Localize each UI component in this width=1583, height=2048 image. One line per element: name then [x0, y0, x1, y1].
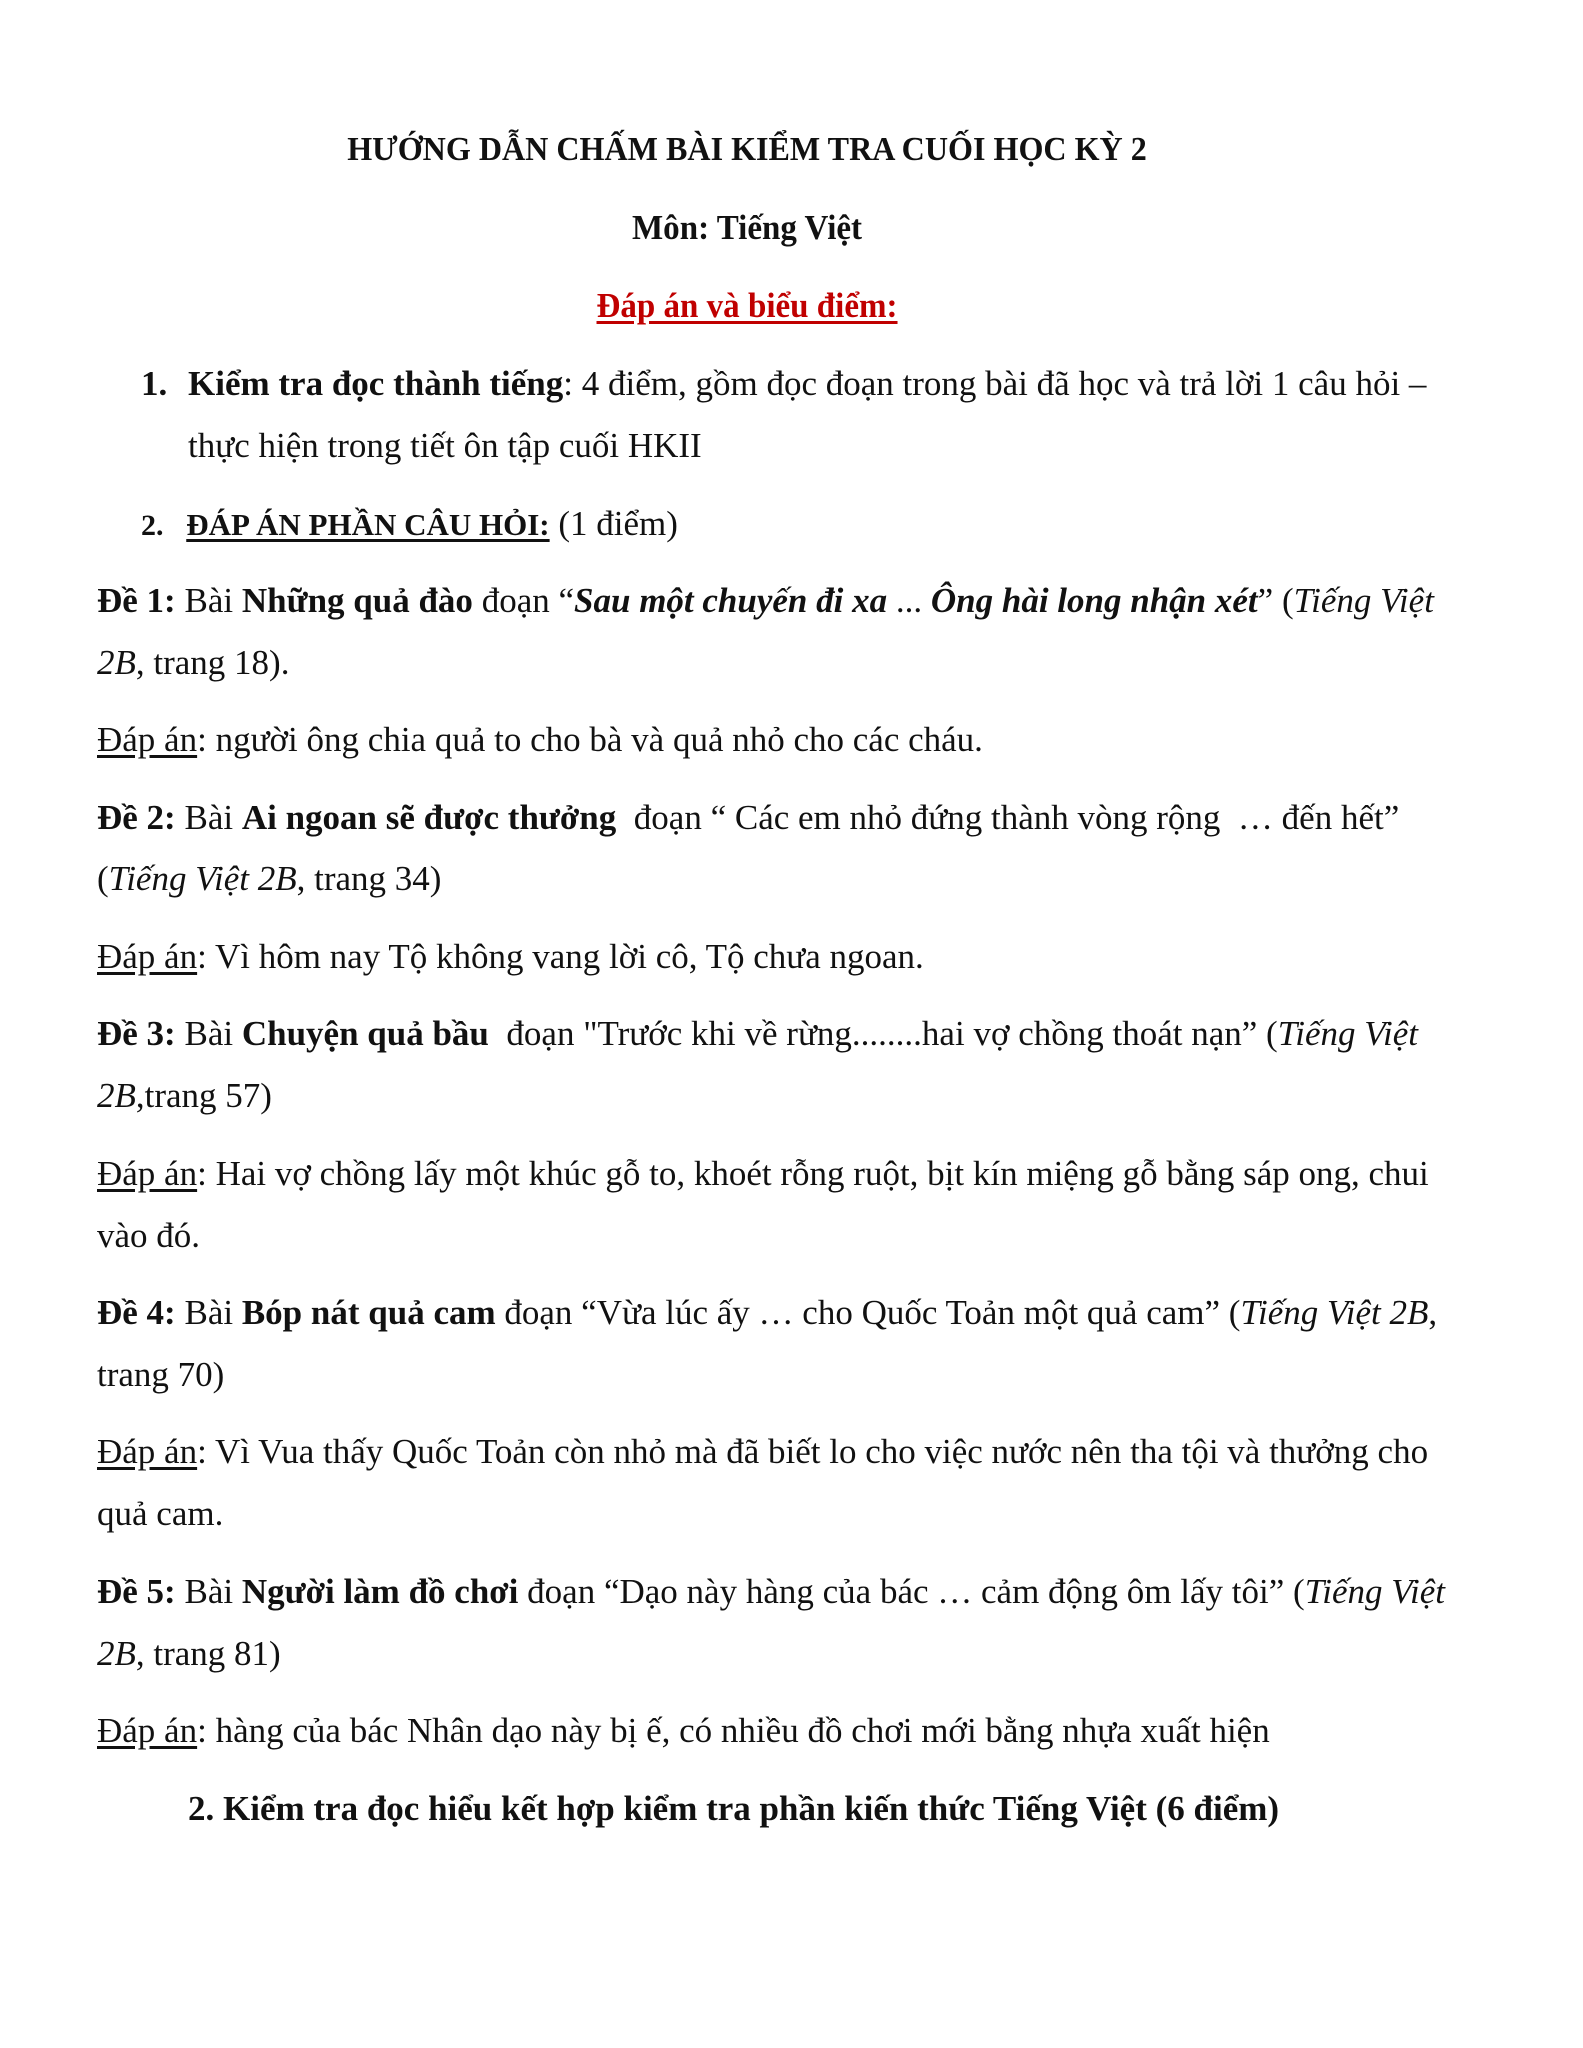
- question3-answer-text-1: : Hai vợ chồng lấy một khúc gỗ to, khoét rỗng ruột, bịt kín miệng gỗ bằng sáp ong, chui: [197, 1154, 1429, 1193]
- question3-line2: [97, 1078, 272, 1113]
- question1-book-b: 2B: [97, 643, 136, 682]
- question5-book-a: Tiếng Việt: [1304, 1572, 1445, 1611]
- question4-lesson: Bóp nát quả cam: [241, 1293, 496, 1332]
- section2-number: 2.: [141, 509, 164, 542]
- question4-answer-line1: [97, 1434, 1428, 1469]
- question5-answer: [97, 1713, 1270, 1748]
- question1-line2: [97, 645, 289, 680]
- question2-label: Đề 2:: [97, 798, 176, 837]
- question4-line2: trang 70): [97, 1355, 225, 1394]
- section1-text-line1: : 4 điểm, gồm đọc đoạn trong bài đã học và trả lời 1 câu hỏi –: [563, 364, 1427, 403]
- question1-answer-label: Đáp án: [97, 720, 198, 759]
- question5-lesson: Người làm đồ chơi: [241, 1572, 519, 1611]
- question4-book: Tiếng Việt 2B: [1240, 1293, 1429, 1332]
- question2-page: , trang 34): [296, 859, 442, 898]
- section1-line2: thực hiện trong tiết ôn tập cuối HKII: [188, 426, 702, 465]
- question2-answer-label: Đáp án: [97, 937, 198, 976]
- question3-page: ,trang 57): [135, 1076, 272, 1115]
- question2-answer-text: : Vì hôm nay Tộ không vang lời cô, Tộ chưa ngoan.: [197, 937, 924, 976]
- question2-line1: [97, 800, 1399, 835]
- section1-line1: [188, 366, 1494, 401]
- section2-points: (1 điểm): [549, 504, 678, 543]
- question5-answer-text: : hàng của bác Nhân dạo này bị ế, có nhiều đồ chơi mới bằng nhựa xuất hiện: [197, 1711, 1270, 1750]
- question5-answer-label: Đáp án: [97, 1711, 198, 1750]
- question1-bai: Bài: [175, 581, 242, 620]
- question4-bai: Bài: [175, 1293, 242, 1332]
- question3-label: Đề 3:: [97, 1014, 176, 1053]
- section1-number-text: 1.: [141, 364, 168, 403]
- question5-excerpt: đoạn “Dạo này hàng của bác … cảm động ôm lấy tôi” (: [518, 1572, 1305, 1611]
- question3-answer-line1: [97, 1156, 1429, 1191]
- question4-label: Đề 4:: [97, 1293, 176, 1332]
- question5-line1: [97, 1574, 1445, 1609]
- question5-label: Đề 5:: [97, 1572, 176, 1611]
- question5-line2: [97, 1636, 281, 1671]
- question1-answer-text: : người ông chia quả to cho bà và quả nhỏ cho các cháu.: [197, 720, 983, 759]
- question3-book-b: 2B: [97, 1076, 136, 1115]
- question1-lesson: Những quả đào: [241, 581, 473, 620]
- question4-comma: ,: [1428, 1293, 1438, 1332]
- section2-label: ĐÁP ÁN PHẦN CÂU HỎI:: [186, 507, 550, 542]
- question3-answer-label: Đáp án: [97, 1154, 198, 1193]
- question1-excerpt-a: Sau một chuyến đi xa: [574, 581, 888, 620]
- question4-line1: [97, 1295, 1437, 1330]
- question1-ellipsis: ...: [887, 581, 931, 620]
- question5-bai: Bài: [175, 1572, 242, 1611]
- section2-line: [141, 506, 678, 541]
- question2-lesson: Ai ngoan sẽ được thưởng: [241, 798, 617, 837]
- question1-page: , trang 18).: [135, 643, 290, 682]
- question4-excerpt: đoạn “Vừa lúc ấy … cho Quốc Toản một quả cam” (: [495, 1293, 1241, 1332]
- question2-line2: [97, 861, 441, 896]
- subject-line: Môn: Tiếng Việt: [632, 208, 863, 247]
- question3-line1: [97, 1016, 1418, 1051]
- section1-number: [141, 366, 167, 401]
- question2-bai: Bài: [175, 798, 242, 837]
- question2-book: Tiếng Việt 2B: [108, 859, 297, 898]
- question4-answer-line2: quả cam.: [97, 1494, 224, 1533]
- question4-answer-text-1: : Vì Vua thấy Quốc Toản còn nhỏ mà đã biết lo cho việc nước nên tha tội và thưởng cho: [197, 1432, 1429, 1471]
- question1-close: ” (: [1257, 581, 1294, 620]
- question5-page: , trang 81): [135, 1634, 281, 1673]
- section3-heading: 2. Kiểm tra đọc hiểu kết hợp kiểm tra phần kiến thức Tiếng Việt (6 điểm): [188, 1789, 1280, 1828]
- answer-heading: Đáp án và biểu điểm:: [596, 286, 898, 325]
- question3-lesson: Chuyện quả bầu: [241, 1014, 489, 1053]
- question3-answer-line2: vào đó.: [97, 1216, 201, 1255]
- question1-line1: [97, 583, 1434, 618]
- question2-open-paren: (: [97, 859, 109, 898]
- document-title: HƯỚNG DẪN CHẤM BÀI KIỂM TRA CUỐI HỌC KỲ 2: [347, 131, 1147, 168]
- question1-excerpt-b: Ông hài long nhận xét: [930, 581, 1258, 620]
- question5-book-b: 2B: [97, 1634, 136, 1673]
- question1-book-a: Tiếng Việt: [1293, 581, 1434, 620]
- question3-book-a: Tiếng Việt: [1277, 1014, 1419, 1053]
- question1-answer: [97, 722, 983, 757]
- question1-doan: đoạn “: [472, 581, 575, 620]
- question2-excerpt: đoạn “ Các em nhỏ đứng thành vòng rộng … đến hết”: [616, 798, 1400, 837]
- question3-bai: Bài: [175, 1014, 242, 1053]
- question3-excerpt: đoạn "Trước khi về rừng........hai vợ chồng thoát nạn” (: [488, 1014, 1278, 1053]
- question1-label: Đề 1:: [97, 581, 176, 620]
- section1-label: Kiểm tra đọc thành tiếng: [188, 364, 564, 403]
- question4-answer-label: Đáp án: [97, 1432, 198, 1471]
- question2-answer: [97, 939, 924, 974]
